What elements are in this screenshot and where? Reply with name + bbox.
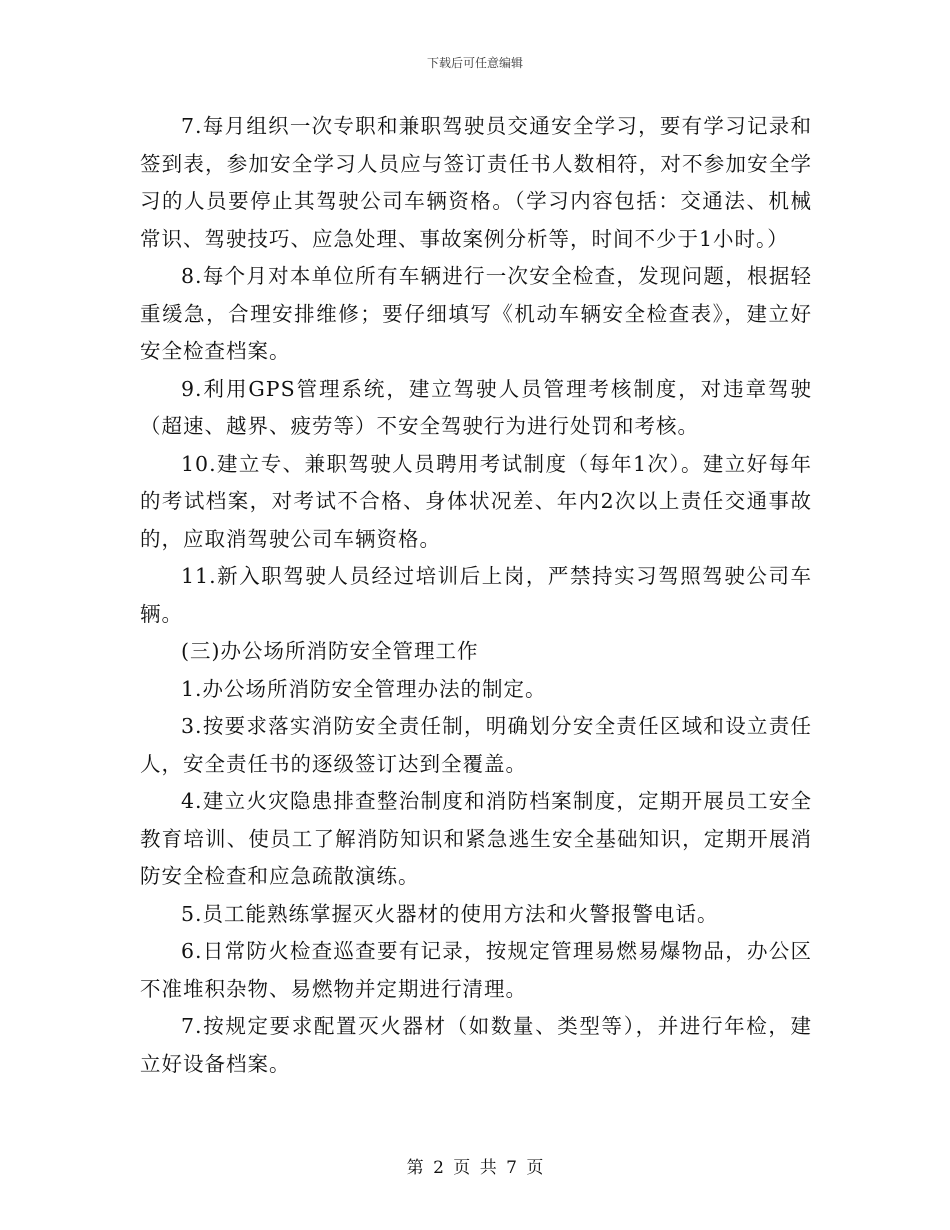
document-body xyxy=(140,108,812,1083)
paragraph-fire-item-6: 6.日常防火检查巡查要有记录，按规定管理易燃易爆物品，办公区不准堆积杂物、易燃物并定期进行清理。 xyxy=(140,939,812,1001)
header-note: 下载后可任意编辑 xyxy=(426,56,523,70)
paragraph-item-7-driver-training: 7.每月组织一次专职和兼职驾驶员交通安全学习，要有学习记录和签到表，参加安全学习人员应与签订责任书人数相符，对不参加安全学习的人员要停止其驾驶公司车辆资格。（学习内容包括：交通法、机械常识、驾驶技巧、应急处理、事故案例分析等，时间不少于1小时。） xyxy=(140,114,812,251)
paragraph-item-11-new-driver: 11.新入职驾驶人员经过培训后上岗，严禁持实习驾照驾驶公司车辆。 xyxy=(140,564,812,626)
paragraph-item-9-gps-management: 9.利用GPS管理系统，建立驾驶人员管理考核制度，对违章驾驶（超速、越界、疲劳等）不安全驾驶行为进行处罚和考核。 xyxy=(140,376,812,438)
paragraph-item-8-vehicle-inspection: 8.每个月对本单位所有车辆进行一次安全检查，发现问题，根据轻重缓急，合理安排维修；要仔细填写《机动车辆安全检查表》，建立好安全检查档案。 xyxy=(140,264,812,363)
paragraph-fire-item-1: 1.办公场所消防安全管理办法的制定。 xyxy=(181,676,547,701)
paragraph-item-10-driver-exam: 10.建立专、兼职驾驶人员聘用考试制度（每年1次）。建立好每年的考试档案，对考试不合格、身体状况差、年内2次以上责任交通事故的，应取消驾驶公司车辆资格。 xyxy=(140,451,812,551)
paragraph-fire-item-5: 5.员工能熟练掌握灭火器材的使用方法和火警报警电话。 xyxy=(181,901,719,926)
paragraph-fire-item-3: 3.按要求落实消防安全责任制，明确划分安全责任区域和设立责任人，安全责任书的逐级签订达到全覆盖。 xyxy=(140,714,812,776)
paragraph-fire-item-7: 7.按规定要求配置灭火器材（如数量、类型等），并进行年检，建立好设备档案。 xyxy=(140,1014,812,1076)
page-number-footer: 第 2 页 共 7 页 xyxy=(406,1158,544,1178)
section-heading-fire-safety: (三)办公场所消防安全管理工作 xyxy=(181,639,479,663)
paragraph-fire-item-4: 4.建立火灾隐患排查整治制度和消防档案制度，定期开展员工安全教育培训、使员工了解消防知识和紧急逃生安全基础知识，定期开展消防安全检查和应急疏散演练。 xyxy=(140,789,812,888)
